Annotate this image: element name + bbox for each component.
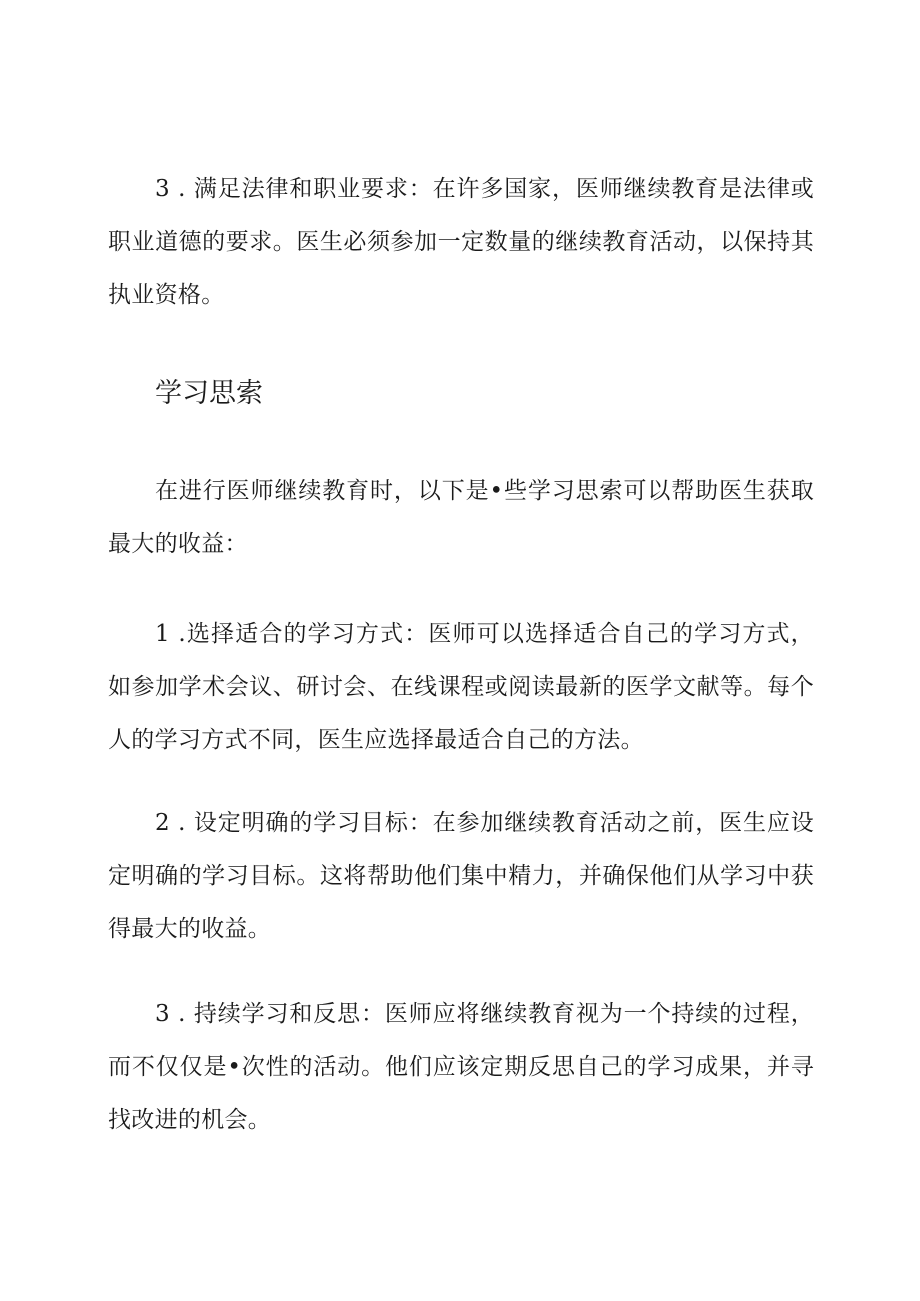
section-heading: 学习思索	[155, 378, 263, 409]
list-item-2: 2 . 设定明确的学习目标：在参加继续教育活动之前，医生应设定明确的学习目标。这将帮助他们集中精力，并确保他们从学习中获得最大的收益。	[108, 810, 814, 942]
list-item-3: 3 . 持续学习和反思：医师应将继续教育视为一个持续的过程，而不仅仅是•次性的活动。他们应该定期反思自己的学习成果，并寻找改进的机会。	[108, 1001, 814, 1133]
paragraph-requirement-3: 3 . 满足法律和职业要求：在许多国家，医师继续教育是法律或职业道德的要求。医生必须参加一定数量的继续教育活动，以保持其执业资格。	[108, 176, 814, 308]
list-item-1: 1 .选择适合的学习方式：医师可以选择适合自己的学习方式，如参加学术会议、研讨会、在线课程或阅读最新的医学文献等。每个人的学习方式不同，医生应选择最适合自己的方法。	[108, 621, 814, 753]
intro-paragraph: 在进行医师继续教育时，以下是•些学习思索可以帮助医生获取最大的收益：	[108, 478, 814, 557]
